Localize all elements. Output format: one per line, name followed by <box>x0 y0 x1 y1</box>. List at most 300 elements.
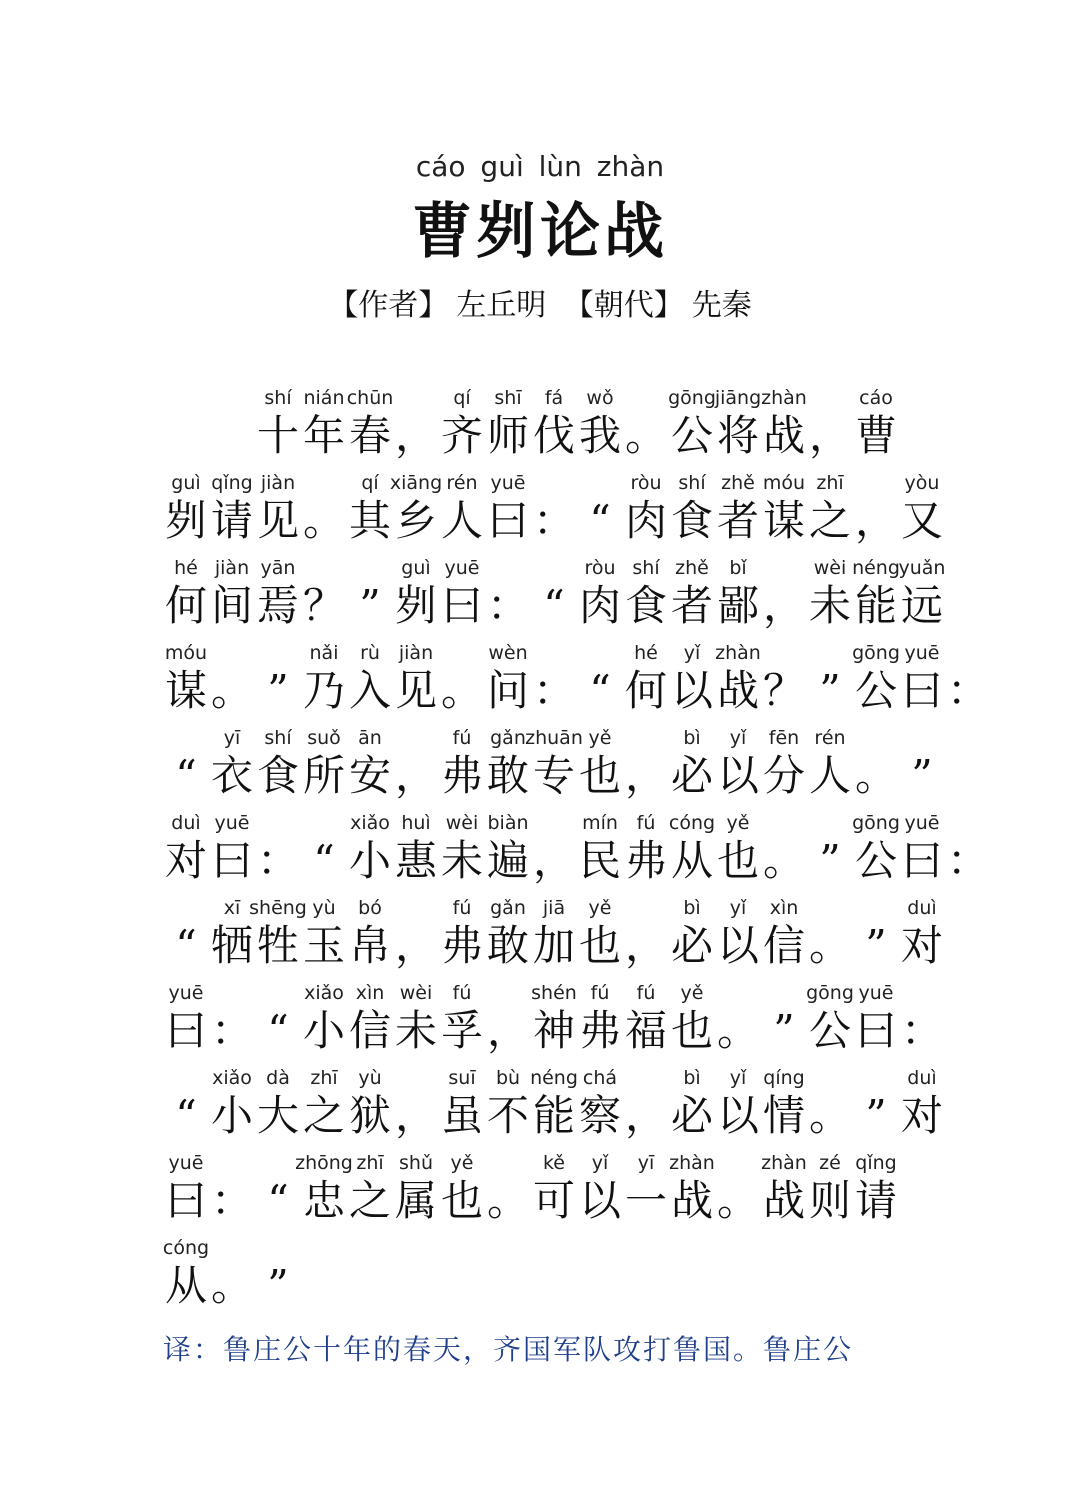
hanzi: 狱 <box>348 1091 391 1140</box>
hanzi: 见 <box>256 496 299 545</box>
hanzi: 信 <box>762 921 805 970</box>
hanzi: 。 <box>210 1261 253 1310</box>
pinyin: shí <box>264 727 292 749</box>
character-cell <box>899 555 945 631</box>
hanzi: 公 <box>808 1006 851 1055</box>
hanzi: 牲 <box>256 921 299 970</box>
hanzi: ” <box>773 1006 795 1055</box>
dynasty-label: 【朝代】 <box>563 288 684 323</box>
pinyin: duì <box>171 812 201 834</box>
hanzi: ， <box>532 836 575 885</box>
hanzi: 民 <box>578 836 621 885</box>
hanzi: 曰 <box>164 1176 207 1225</box>
hanzi: 从 <box>164 1261 207 1310</box>
pinyin: jiāng <box>714 387 762 409</box>
pinyin: jiàn <box>398 642 434 664</box>
hanzi: 。 <box>716 1006 759 1055</box>
hanzi: 。 <box>302 496 345 545</box>
hanzi: ， <box>624 751 667 800</box>
hanzi: ， <box>394 1091 437 1140</box>
pinyin: cóng <box>162 1237 210 1259</box>
hanzi: 察 <box>578 1091 621 1140</box>
pinyin: bì <box>683 897 701 919</box>
pinyin: suǒ <box>307 727 341 749</box>
pinyin: zhàn <box>761 1152 807 1174</box>
pinyin: yī <box>637 1152 655 1174</box>
hanzi: 。 <box>486 1176 529 1225</box>
dynasty-name: 先秦 <box>691 288 752 323</box>
hanzi: 十 <box>256 411 299 460</box>
hanzi: 所 <box>302 751 345 800</box>
character-cell <box>899 895 945 971</box>
hanzi: 公 <box>854 666 897 715</box>
pinyin: zhě <box>721 472 755 494</box>
hanzi: 战 <box>670 1176 713 1225</box>
pinyin: qí <box>361 472 379 494</box>
text-line <box>163 810 989 895</box>
hanzi: 必 <box>670 751 713 800</box>
pinyin <box>245 1235 311 1261</box>
hanzi: 以 <box>670 666 713 715</box>
pinyin: jiàn <box>214 557 250 579</box>
character-cell <box>899 725 945 801</box>
pinyin: zhàn <box>715 642 761 664</box>
pinyin: biàn <box>487 812 529 834</box>
pinyin: jiàn <box>260 472 296 494</box>
character-cell <box>899 1065 945 1141</box>
hanzi: “ <box>267 1006 289 1055</box>
pinyin: yě <box>588 897 612 919</box>
hanzi: 乡 <box>394 496 437 545</box>
pinyin: bǐ <box>729 557 747 579</box>
hanzi: ： <box>210 1006 253 1055</box>
pinyin: zhàn <box>669 1152 715 1174</box>
hanzi: 曰 <box>210 836 253 885</box>
hanzi: 能 <box>532 1091 575 1140</box>
hanzi: 虽 <box>440 1091 483 1140</box>
hanzi: 齐 <box>440 411 483 460</box>
hanzi: 何 <box>624 666 667 715</box>
pinyin: hé <box>174 557 198 579</box>
pinyin: rén <box>814 727 846 749</box>
pinyin: chūn <box>346 387 394 409</box>
hanzi: “ <box>175 751 197 800</box>
hanzi: 。 <box>716 1176 759 1225</box>
pinyin: zé <box>819 1152 841 1174</box>
pinyin: gōng <box>668 387 716 409</box>
pinyin: shí <box>632 557 660 579</box>
pinyin: fú <box>452 897 472 919</box>
hanzi: 则 <box>808 1176 851 1225</box>
text-line <box>163 555 963 640</box>
hanzi: 小 <box>210 1091 253 1140</box>
hanzi: ” <box>819 836 841 885</box>
pinyin: yù <box>312 897 336 919</box>
pinyin: gōng <box>852 642 900 664</box>
hanzi: 食 <box>670 496 713 545</box>
hanzi: ： <box>532 496 575 545</box>
hanzi: 食 <box>256 751 299 800</box>
hanzi: 可 <box>532 1176 575 1225</box>
hanzi: ， <box>394 411 437 460</box>
pinyin: yù <box>358 1067 382 1089</box>
pinyin: chá <box>582 1067 618 1089</box>
pinyin: xiāng <box>389 472 443 494</box>
hanzi: 间 <box>210 581 253 630</box>
hanzi: 能 <box>854 581 897 630</box>
pinyin: yǐ <box>729 1067 747 1089</box>
character-cell <box>945 640 991 716</box>
hanzi: 之 <box>808 496 851 545</box>
pinyin: yě <box>450 1152 474 1174</box>
hanzi: 肉 <box>578 581 621 630</box>
hanzi: 帛 <box>348 921 391 970</box>
hanzi: ” <box>819 666 841 715</box>
hanzi: “ <box>267 1176 289 1225</box>
hanzi: 人 <box>808 751 851 800</box>
hanzi: 情 <box>762 1091 805 1140</box>
author-label: 【作者】 <box>328 288 449 323</box>
pinyin: yě <box>726 812 750 834</box>
pinyin: móu <box>762 472 806 494</box>
hanzi: 必 <box>670 921 713 970</box>
pinyin: qǐng <box>855 1152 897 1174</box>
hanzi: 专 <box>532 751 575 800</box>
pinyin: guì <box>401 557 431 579</box>
pinyin: zhī <box>310 1067 338 1089</box>
hanzi: 牺 <box>210 921 253 970</box>
character-cell <box>945 810 991 886</box>
pinyin: wèn <box>488 642 528 664</box>
hanzi: ， <box>854 496 897 545</box>
hanzi: ” <box>865 921 887 970</box>
hanzi: 遍 <box>486 836 529 885</box>
hanzi: 信 <box>348 1006 391 1055</box>
hanzi: 大 <box>256 1091 299 1140</box>
hanzi: ， <box>624 921 667 970</box>
pinyin: shí <box>678 472 706 494</box>
pinyin: xiǎo <box>350 812 390 834</box>
hanzi: ， <box>486 1006 529 1055</box>
pinyin: fú <box>590 982 610 1004</box>
pinyin: zhě <box>675 557 709 579</box>
pinyin: yuē <box>168 1152 204 1174</box>
hanzi: ， <box>808 411 851 460</box>
pinyin: yǐ <box>591 1152 609 1174</box>
hanzi: “ <box>175 921 197 970</box>
hanzi: 谋 <box>762 496 805 545</box>
pinyin: gōng <box>806 982 854 1004</box>
hanzi: 以 <box>716 751 759 800</box>
hanzi: 曰 <box>900 836 943 885</box>
pinyin: shǔ <box>399 1152 433 1174</box>
pinyin: fú <box>452 727 472 749</box>
pinyin: néng <box>530 1067 578 1089</box>
hanzi: “ <box>175 1091 197 1140</box>
hanzi: 未 <box>808 581 851 630</box>
pinyin: duì <box>907 897 937 919</box>
hanzi: ： <box>532 666 575 715</box>
text-line <box>163 1065 963 1150</box>
pinyin: guì <box>171 472 201 494</box>
pinyin: gōng <box>852 812 900 834</box>
author-dynasty-line <box>0 280 1080 324</box>
pinyin: gǎn <box>490 727 526 749</box>
pinyin: huì <box>401 812 431 834</box>
pinyin: qíng <box>763 1067 805 1089</box>
hanzi: 谋 <box>164 666 207 715</box>
hanzi: 又 <box>900 496 943 545</box>
hanzi: 之 <box>302 1091 345 1140</box>
hanzi: ” <box>359 581 381 630</box>
hanzi: ， <box>624 1091 667 1140</box>
hanzi: 敢 <box>486 751 529 800</box>
hanzi: 问 <box>486 666 529 715</box>
pinyin: duì <box>907 1067 937 1089</box>
hanzi: ： <box>256 836 299 885</box>
title-pinyin: cáo guì lùn zhàn <box>415 150 665 183</box>
hanzi: 战 <box>762 411 805 460</box>
hanzi: 玉 <box>302 921 345 970</box>
pinyin: fú <box>636 812 656 834</box>
pinyin: zhàn <box>761 387 807 409</box>
hanzi: 。 <box>624 411 667 460</box>
pinyin: zhōng <box>295 1152 353 1174</box>
hanzi: 食 <box>624 581 667 630</box>
character-cell <box>899 980 945 1056</box>
hanzi: 弗 <box>440 921 483 970</box>
pinyin: yuē <box>858 982 894 1004</box>
hanzi: ” <box>267 1261 289 1310</box>
hanzi: 。 <box>808 1091 851 1140</box>
text-line <box>163 1235 963 1320</box>
text-line <box>163 980 963 1065</box>
hanzi: 不 <box>486 1091 529 1140</box>
pinyin: yuǎn <box>898 557 946 579</box>
hanzi: 请 <box>210 496 253 545</box>
hanzi: 福 <box>624 1006 667 1055</box>
hanzi: 弗 <box>440 751 483 800</box>
hanzi: 小 <box>348 836 391 885</box>
pinyin: yuē <box>904 812 940 834</box>
hanzi: 人 <box>440 496 483 545</box>
pinyin: ròu <box>584 557 616 579</box>
hanzi: 也 <box>716 836 759 885</box>
pinyin: bì <box>683 727 701 749</box>
hanzi: 以 <box>716 921 759 970</box>
pinyin: ān <box>358 727 382 749</box>
hanzi: 曰 <box>440 581 483 630</box>
hanzi: 曰 <box>900 666 943 715</box>
hanzi: 曰 <box>854 1006 897 1055</box>
pinyin: xiǎo <box>304 982 344 1004</box>
hanzi: 对 <box>164 836 207 885</box>
hanzi: 公 <box>670 411 713 460</box>
hanzi: ： <box>946 666 989 715</box>
pinyin: qí <box>453 387 471 409</box>
hanzi: 请 <box>854 1176 897 1225</box>
hanzi: 未 <box>394 1006 437 1055</box>
character-cell <box>853 385 899 461</box>
character-cell <box>899 470 945 546</box>
hanzi: 见 <box>394 666 437 715</box>
hanzi: ， <box>762 581 805 630</box>
hanzi: 入 <box>348 666 391 715</box>
pinyin: suī <box>448 1067 476 1089</box>
hanzi: 分 <box>762 751 805 800</box>
hanzi: 曹 <box>854 411 897 460</box>
hanzi: 。 <box>854 751 897 800</box>
hanzi: 也 <box>670 1006 713 1055</box>
hanzi: ： <box>210 1176 253 1225</box>
hanzi: 年 <box>302 411 345 460</box>
hanzi: ， <box>394 921 437 970</box>
hanzi: 必 <box>670 1091 713 1140</box>
pinyin: rén <box>446 472 478 494</box>
hanzi: 。 <box>210 666 253 715</box>
hanzi: ： <box>486 581 529 630</box>
pinyin: bì <box>683 1067 701 1089</box>
pinyin: fēn <box>768 727 800 749</box>
pinyin: yān <box>260 557 296 579</box>
hanzi: 安 <box>348 751 391 800</box>
hanzi: “ <box>543 581 565 630</box>
pinyin: néng <box>852 557 900 579</box>
text-line <box>163 640 989 725</box>
character-cell <box>255 1235 301 1311</box>
hanzi: 刿 <box>164 496 207 545</box>
pinyin: yuē <box>904 642 940 664</box>
pinyin: wèi <box>445 812 479 834</box>
hanzi: 战 <box>716 666 759 715</box>
pinyin: fú <box>636 982 656 1004</box>
hanzi: 春 <box>348 411 391 460</box>
hanzi: 者 <box>670 581 713 630</box>
translation-text: 译：鲁庄公十年的春天，齐国军队攻打鲁国。鲁庄公 <box>163 1333 854 1366</box>
hanzi: 公 <box>854 836 897 885</box>
pinyin: kě <box>542 1152 565 1174</box>
pinyin: zhī <box>816 472 844 494</box>
hanzi: 弗 <box>578 1006 621 1055</box>
hanzi: ” <box>865 1091 887 1140</box>
hanzi: 忠 <box>302 1176 345 1225</box>
hanzi: 鄙 <box>716 581 759 630</box>
pinyin: hé <box>634 642 658 664</box>
pinyin: cóng <box>668 812 716 834</box>
text-line <box>163 385 963 470</box>
pinyin: yòu <box>904 472 940 494</box>
pinyin <box>889 725 955 751</box>
pinyin: yuē <box>490 472 526 494</box>
hanzi: 战 <box>762 1176 805 1225</box>
hanzi: 敢 <box>486 921 529 970</box>
pinyin: shí <box>264 387 292 409</box>
hanzi: ： <box>946 836 989 885</box>
text-line <box>163 725 963 810</box>
hanzi: 我 <box>578 411 621 460</box>
pinyin <box>935 810 1001 836</box>
hanzi: 何 <box>164 581 207 630</box>
pinyin: yuē <box>444 557 480 579</box>
hanzi: 对 <box>900 1091 943 1140</box>
hanzi: 惠 <box>394 836 437 885</box>
text-line <box>163 470 963 555</box>
hanzi: 。 <box>762 836 805 885</box>
hanzi: 远 <box>900 581 943 630</box>
hanzi: 衣 <box>210 751 253 800</box>
pinyin: yě <box>680 982 704 1004</box>
pinyin: wǒ <box>586 387 614 409</box>
hanzi: 将 <box>716 411 759 460</box>
hanzi: 肉 <box>624 496 667 545</box>
pinyin: xìn <box>355 982 385 1004</box>
pinyin: yuē <box>214 812 250 834</box>
character-cell <box>853 1150 899 1226</box>
hanzi: 者 <box>716 496 759 545</box>
pinyin: yǐ <box>729 727 747 749</box>
hanzi: ： <box>900 1006 943 1055</box>
pinyin: xiǎo <box>212 1067 252 1089</box>
pinyin: nián <box>303 387 345 409</box>
pinyin: yě <box>588 727 612 749</box>
pinyin: shī <box>494 387 522 409</box>
hanzi: 小 <box>302 1006 345 1055</box>
hanzi: 以 <box>716 1091 759 1140</box>
hanzi: 。 <box>808 921 851 970</box>
hanzi: “ <box>313 836 335 885</box>
pinyin: dà <box>266 1067 290 1089</box>
pinyin: móu <box>164 642 208 664</box>
pinyin: gǎn <box>490 897 526 919</box>
pinyin: yǐ <box>683 642 701 664</box>
hanzi: 属 <box>394 1176 437 1225</box>
hanzi: 弗 <box>624 836 667 885</box>
pinyin: yuē <box>168 982 204 1004</box>
pinyin: yī <box>223 727 241 749</box>
hanzi: 对 <box>900 921 943 970</box>
hanzi: 师 <box>486 411 529 460</box>
pinyin: bó <box>358 897 382 919</box>
text-line <box>163 895 963 980</box>
classical-text-body <box>162 385 989 1320</box>
hanzi: ？ <box>762 666 805 715</box>
hanzi: 加 <box>532 921 575 970</box>
hanzi: 也 <box>440 1176 483 1225</box>
text-line <box>163 1150 963 1235</box>
hanzi: 也 <box>578 921 621 970</box>
pinyin: shēng <box>249 897 307 919</box>
pinyin: wèi <box>813 557 847 579</box>
hanzi: 孚 <box>440 1006 483 1055</box>
page-title: 曹刿论战 <box>412 197 668 267</box>
pinyin: xìn <box>769 897 799 919</box>
pinyin: fá <box>544 387 564 409</box>
hanzi: 之 <box>348 1176 391 1225</box>
hanzi: 从 <box>670 836 713 885</box>
pinyin: shén <box>531 982 577 1004</box>
hanzi: 乃 <box>302 666 345 715</box>
pinyin: nǎi <box>309 642 339 664</box>
hanzi: 未 <box>440 836 483 885</box>
pinyin: yǐ <box>729 897 747 919</box>
hanzi: “ <box>589 666 611 715</box>
hanzi: 以 <box>578 1176 621 1225</box>
pinyin: zhuān <box>525 727 583 749</box>
hanzi: 伐 <box>532 411 575 460</box>
hanzi: ” <box>267 666 289 715</box>
hanzi: 刿 <box>394 581 437 630</box>
hanzi: 神 <box>532 1006 575 1055</box>
